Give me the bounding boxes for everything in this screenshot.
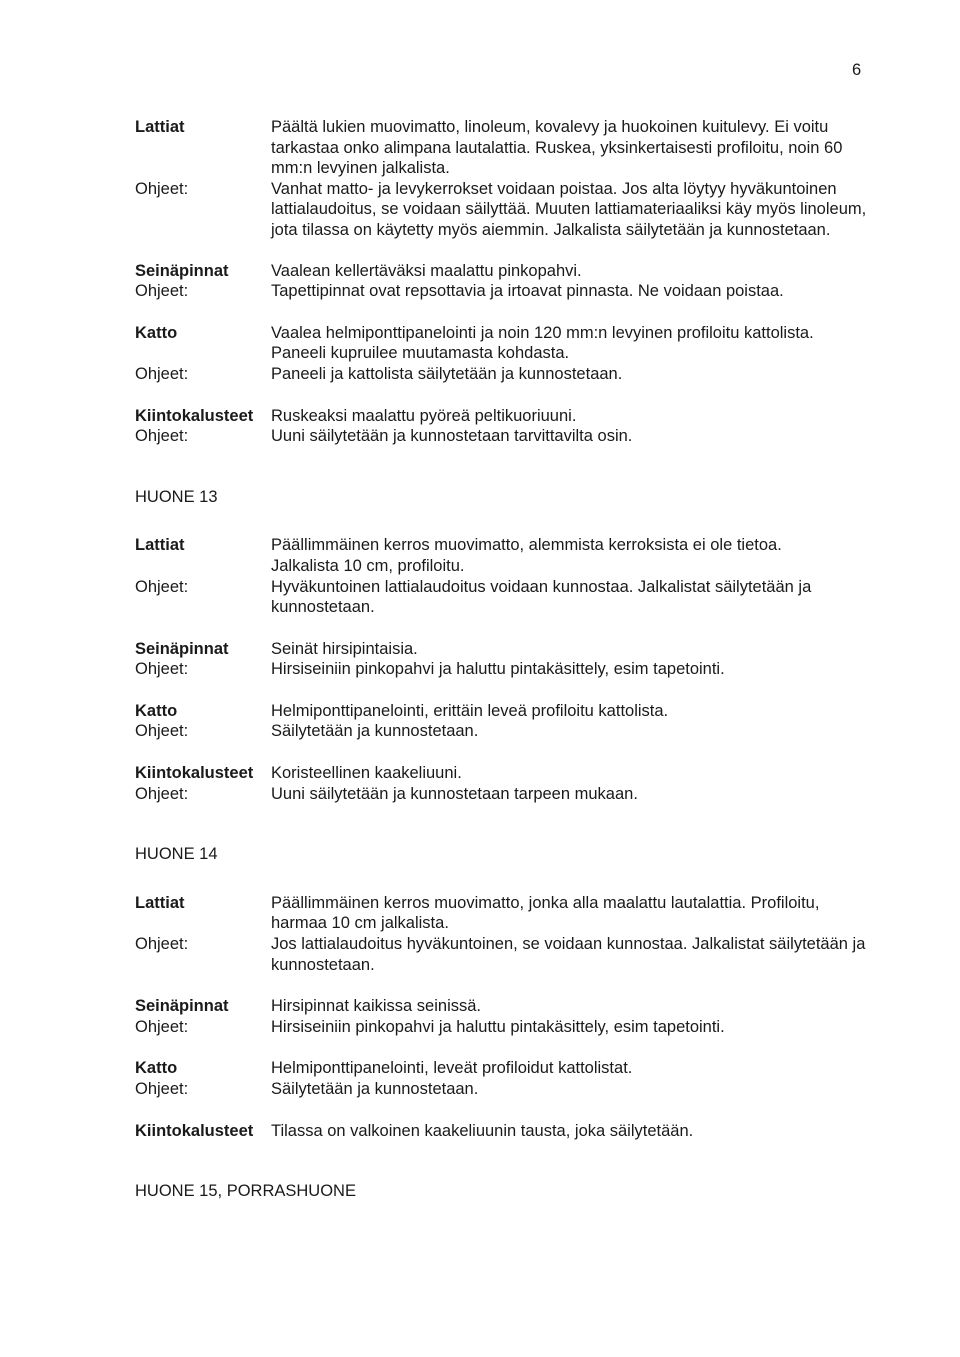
room-13-floors-instructions [135, 577, 875, 618]
room-13-ceiling-text: Helmiponttipanelointi, erittäin leveä profiloitu kattolista. [271, 701, 669, 720]
label-instructions: Ohjeet: [135, 364, 189, 383]
prev-fixtures [135, 406, 875, 427]
room-14-ceiling-text: Helmiponttipanelointi, leveät profiloidut kattolistat. [271, 1059, 633, 1078]
prev-ceiling-instructions-text: Paneeli ja kattolista säilytetään ja kunnostetaan. [271, 364, 623, 383]
label-instructions: Ohjeet: [135, 784, 189, 803]
room-13-ceiling [135, 701, 875, 722]
room-13-floors-2 [135, 556, 875, 577]
label-instructions: Ohjeet: [135, 1080, 189, 1098]
room-14-heading: HUONE 14 [135, 845, 218, 864]
room-14-floors-text: Päällimmäinen kerros muovimatto, jonka alla maalattu lautalattia. Profiloitu, harmaa 10 cm jalkalista. [271, 893, 820, 933]
prev-fixtures-instructions-text: Uuni säilytetään ja kunnostetaan tarvittavilta osin. [271, 427, 633, 446]
room-13-floors-text-2: Jalkalista 10 cm, profiloitu. [271, 556, 465, 575]
room-14-fixtures-text: Tilassa on valkoinen kaakeliuunin tausta, joka säilytetään. [271, 1121, 694, 1140]
room-14-ceiling-instructions [135, 1079, 875, 1100]
room-13-floors-instructions-text: Hyväkuntoinen lattialaudoitus voidaan kunnostaa. Jalkalistat säilytetään ja kunnostetaan. [271, 577, 812, 617]
label-ceiling: Katto [135, 1059, 178, 1078]
prev-walls-text: Vaalean kellertäväksi maalattu pinkopahvi. [271, 261, 582, 280]
room-14-walls-instructions-text: Hirsiseiniin pinkopahvi ja haluttu pintakäsittely, esim tapetointi. [271, 1017, 725, 1036]
prev-walls [135, 261, 875, 282]
room-13-fixtures [135, 763, 875, 784]
prev-ceiling-instructions [135, 364, 875, 385]
room-13-floors-text: Päällimmäinen kerros muovimatto, alemmista kerroksista ei ole tietoa. [271, 536, 782, 555]
prev-floors-text: Päältä lukien muovimatto, linoleum, kovalevy ja huokoinen kuitulevy. Ei voitu tarkastaa onko alimpana lautalattia. Ruskea, yksinkertaisesti profiloitu, noin 60 mm:n levyinen jalkalista. [271, 118, 843, 178]
page-number: 6 [852, 61, 862, 79]
prev-ceiling [135, 323, 875, 344]
room-14-ceiling-instructions-text: Säilytetään ja kunnostetaan. [271, 1080, 479, 1098]
room-14-floors [135, 893, 875, 934]
label-fixtures: Kiintokalusteet [135, 406, 254, 425]
label-instructions: Ohjeet: [135, 722, 189, 741]
prev-ceiling-text-2: Paneeli kupruilee muutamasta kohdasta. [271, 344, 570, 363]
room-14-walls-text: Hirsipinnat kaikissa seinissä. [271, 997, 481, 1016]
label-floors: Lattiat [135, 118, 185, 136]
room-14-floors-instructions-text: Jos lattialaudoitus hyväkuntoinen, se voidaan kunnostaa. Jalkalistat säilytetään ja kunnostetaan. [271, 935, 866, 974]
room-13-walls-text: Seinät hirsipintaisia. [271, 639, 418, 658]
label-instructions: Ohjeet: [135, 577, 189, 596]
room-13-floors [135, 535, 875, 556]
prev-floors-instructions [135, 179, 875, 241]
room-13-walls [135, 639, 875, 660]
label-instructions: Ohjeet: [135, 935, 189, 954]
prev-floors-instructions-text: Vanhat matto- ja levykerrokset voidaan poistaa. Jos alta löytyy hyväkuntoinen lattialaudoitus, se voidaan säilyttää. Muuten lattiamateriaaliksi käy myös linoleum, jota tilassa on käytetty myös aiemmin. Jalkalista säilytetään ja kunnostetaan. [271, 179, 867, 239]
label-walls: Seinäpinnat [135, 261, 229, 280]
label-ceiling: Katto [135, 323, 178, 342]
label-instructions: Ohjeet: [135, 660, 189, 679]
room-15-heading: HUONE 15, PORRASHUONE [135, 1182, 356, 1201]
room-14-ceiling [135, 1058, 875, 1079]
prev-walls-instructions [135, 281, 875, 302]
prev-fixtures-text: Ruskeaksi maalattu pyöreä peltikuoriuuni. [271, 406, 577, 425]
document-body [135, 117, 875, 1230]
prev-ceiling-text: Vaalea helmiponttipanelointi ja noin 120 mm:n levyinen profiloitu kattolista. [271, 323, 814, 342]
room-13-fixtures-text: Koristeellinen kaakeliuuni. [271, 764, 462, 783]
label-fixtures: Kiintokalusteet [135, 1121, 254, 1140]
label-instructions: Ohjeet: [135, 427, 189, 446]
label-instructions: Ohjeet: [135, 282, 189, 301]
label-instructions: Ohjeet: [135, 1017, 189, 1036]
prev-fixtures-instructions [135, 426, 875, 447]
room-14-fixtures [135, 1121, 875, 1142]
label-floors: Lattiat [135, 893, 185, 912]
label-fixtures: Kiintokalusteet [135, 764, 254, 783]
label-instructions: Ohjeet: [135, 179, 189, 198]
room-13-ceiling-instructions-text: Säilytetään ja kunnostetaan. [271, 722, 479, 741]
room-14-walls-instructions [135, 1017, 875, 1038]
room-13-walls-instructions-text: Hirsiseiniin pinkopahvi ja haluttu pintakäsittely, esim tapetointi. [271, 660, 725, 679]
prev-walls-instructions-text: Tapettipinnat ovat repsottavia ja irtoavat pinnasta. Ne voidaan poistaa. [271, 282, 784, 301]
room-13-ceiling-instructions [135, 721, 875, 742]
room-14-floors-instructions [135, 934, 875, 975]
room-13-walls-instructions [135, 659, 875, 680]
prev-floors [135, 117, 875, 179]
label-ceiling: Katto [135, 701, 178, 720]
label-floors: Lattiat [135, 536, 185, 555]
label-walls: Seinäpinnat [135, 997, 229, 1016]
room-13-heading: HUONE 13 [135, 487, 218, 506]
prev-ceiling-2 [135, 343, 875, 364]
label-walls: Seinäpinnat [135, 639, 229, 658]
room-14-walls [135, 996, 875, 1017]
room-13-fixtures-instructions-text: Uuni säilytetään ja kunnostetaan tarpeen mukaan. [271, 784, 638, 803]
room-13-fixtures-instructions [135, 784, 875, 805]
